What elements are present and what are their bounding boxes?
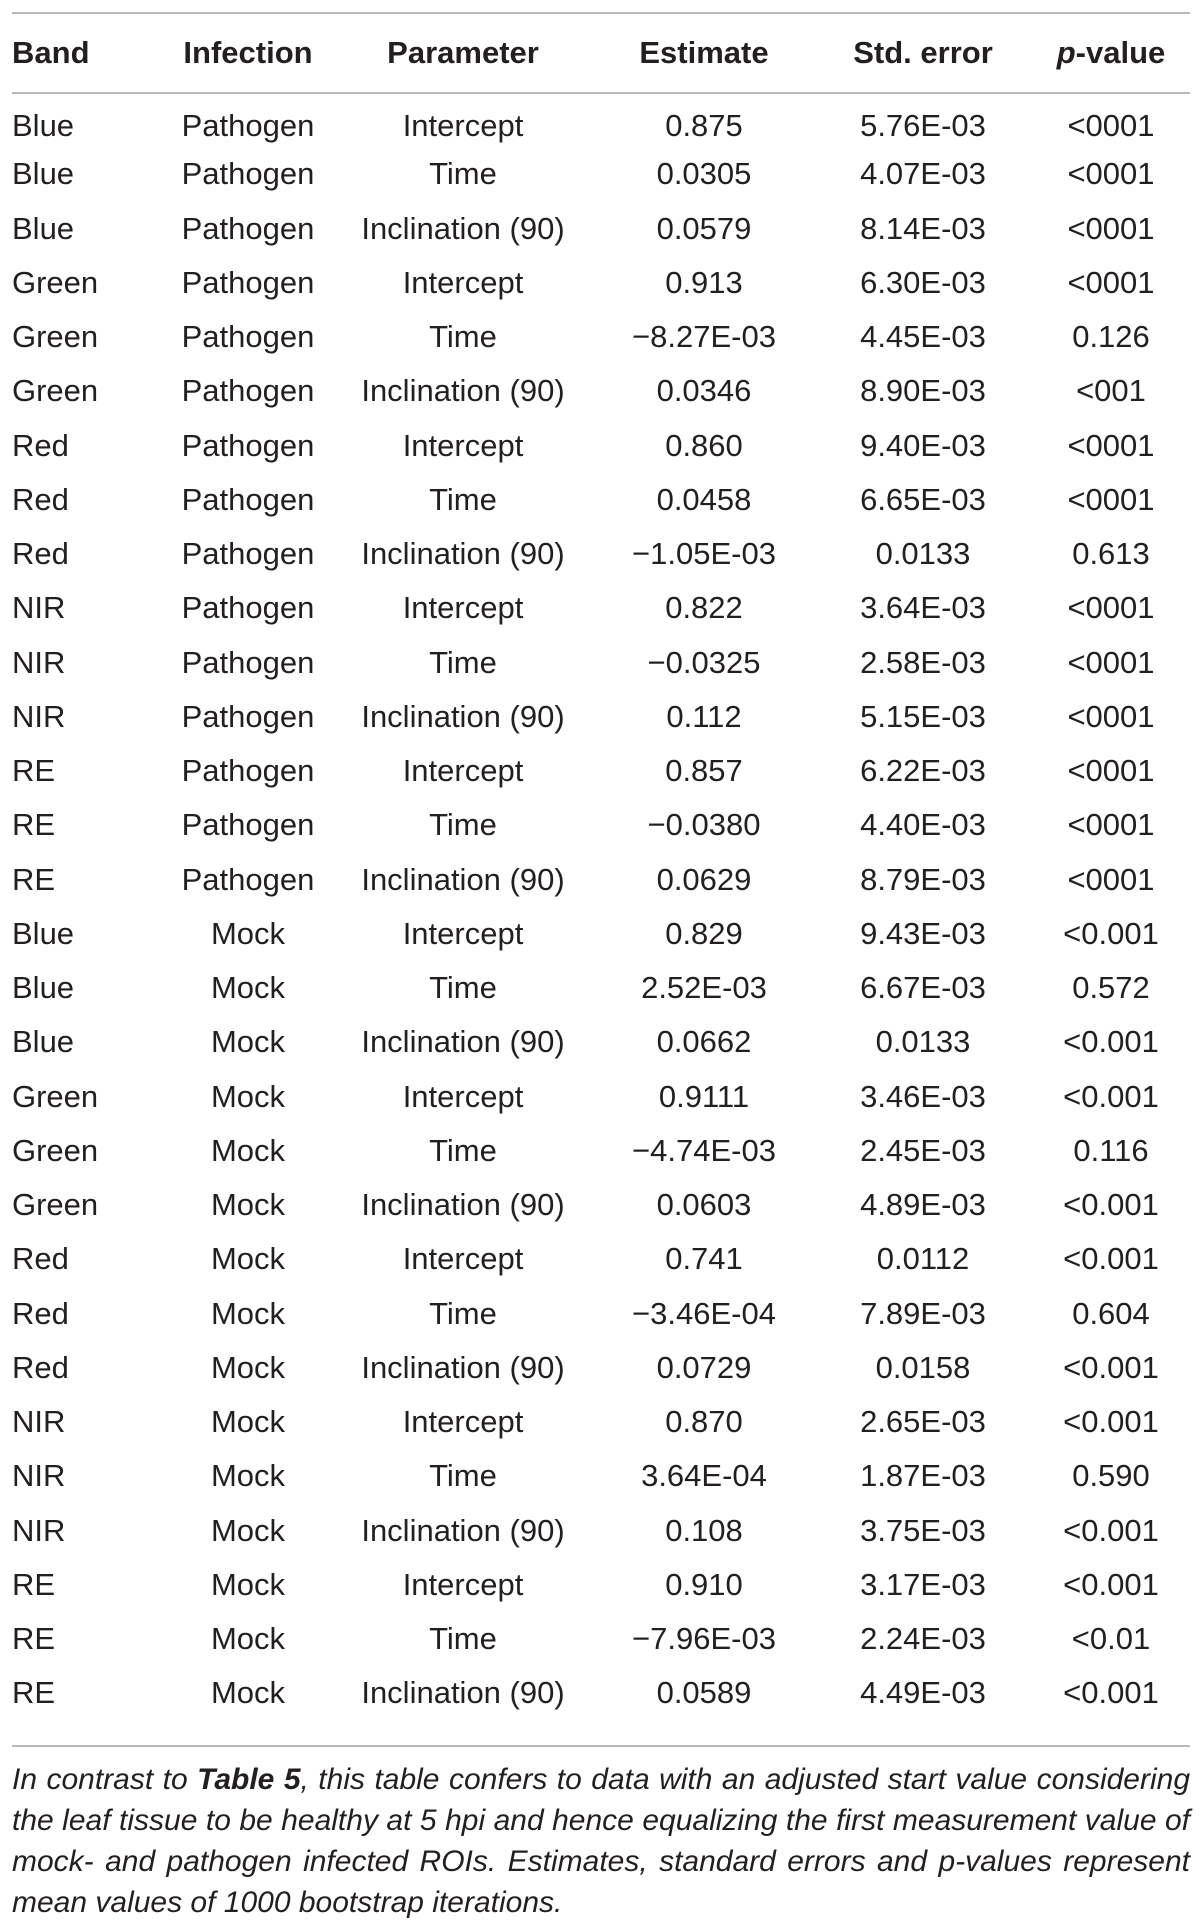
cell-std-error: 4.89E-03 (860, 1187, 986, 1223)
header-p-value-suffix: -value (1075, 35, 1166, 70)
cell-estimate: 0.112 (666, 698, 742, 734)
table-row (12, 690, 1190, 744)
cell-p-value: 0.604 (1072, 1295, 1150, 1331)
cell-infection: Pathogen (181, 698, 315, 734)
cell-infection: Pathogen (181, 319, 315, 355)
cell-p-value: <0.001 (1063, 1187, 1159, 1223)
cell-std-error: 9.43E-03 (860, 915, 986, 951)
cell-infection: Pathogen (181, 156, 315, 192)
cell-p-value: <0001 (1067, 427, 1155, 463)
cell-band: Blue (12, 210, 75, 246)
cell-infection: Mock (210, 1512, 286, 1548)
cell-estimate: 0.875 (665, 107, 743, 143)
cell-std-error: 3.46E-03 (860, 1078, 986, 1114)
cell-band: RE (12, 861, 56, 897)
cell-infection: Mock (210, 1132, 286, 1168)
cell-parameter: Time (429, 807, 497, 843)
cell-estimate: −3.46E-04 (632, 1295, 776, 1331)
cell-infection: Mock (210, 1024, 286, 1060)
table-row (12, 1666, 1190, 1720)
cell-p-value: <0.001 (1063, 1078, 1159, 1114)
cell-std-error: 6.30E-03 (860, 264, 986, 300)
cell-band: NIR (12, 1512, 66, 1548)
cell-std-error: 6.22E-03 (860, 753, 986, 789)
header-band: Band (12, 35, 90, 70)
table-row (12, 1395, 1190, 1449)
cell-estimate: 0.0629 (656, 861, 752, 897)
table-row (12, 147, 1190, 201)
cell-band: Green (12, 1132, 99, 1168)
cell-parameter: Time (429, 644, 497, 680)
cell-infection: Pathogen (181, 753, 315, 789)
cell-p-value: <0001 (1067, 753, 1155, 789)
cell-infection: Mock (210, 1675, 286, 1711)
cell-infection: Mock (210, 1078, 286, 1114)
table-row (12, 744, 1190, 798)
cell-infection: Mock (210, 915, 286, 951)
cell-estimate: 0.108 (665, 1512, 743, 1548)
cell-infection: Mock (210, 1458, 286, 1494)
cell-p-value: <001 (1076, 373, 1146, 409)
cell-estimate: 0.0458 (656, 481, 752, 517)
cell-p-value: <0001 (1067, 210, 1155, 246)
cell-band: Green (12, 264, 99, 300)
table-row (12, 1287, 1190, 1341)
cell-std-error: 4.45E-03 (860, 319, 986, 355)
cell-p-value: <0001 (1067, 644, 1155, 680)
cell-p-value: <0.001 (1063, 1024, 1159, 1060)
cell-estimate: 0.829 (665, 915, 743, 951)
cell-p-value: <0001 (1067, 861, 1155, 897)
cell-std-error: 6.67E-03 (860, 970, 986, 1006)
cell-p-value: <0.01 (1071, 1621, 1151, 1657)
table-row (12, 473, 1190, 527)
table-row (12, 1558, 1190, 1612)
footnote-prefix: In contrast to (12, 1763, 198, 1796)
header-p-value-italic: p (1056, 35, 1076, 70)
cell-estimate: 0.0346 (656, 373, 752, 409)
cell-p-value: 0.126 (1072, 319, 1150, 355)
cell-estimate: −0.0325 (647, 644, 761, 680)
cell-std-error: 2.65E-03 (860, 1404, 986, 1440)
cell-infection: Mock (210, 1566, 286, 1602)
cell-parameter: Time (429, 970, 497, 1006)
cell-std-error: 9.40E-03 (860, 427, 986, 463)
cell-p-value: 0.572 (1072, 970, 1150, 1006)
cell-parameter: Inclination (90) (361, 1349, 565, 1385)
cell-std-error: 0.0133 (875, 1024, 971, 1060)
cell-p-value: <0.001 (1063, 1349, 1159, 1385)
cell-infection: Pathogen (181, 373, 315, 409)
cell-std-error: 3.17E-03 (860, 1566, 986, 1602)
cell-infection: Mock (210, 1621, 286, 1657)
cell-infection: Pathogen (181, 590, 315, 626)
cell-band: Blue (12, 915, 75, 951)
cell-std-error: 8.90E-03 (860, 373, 986, 409)
cell-parameter: Intercept (402, 753, 524, 789)
table-row (12, 1449, 1190, 1503)
cell-parameter: Inclination (90) (361, 373, 565, 409)
cell-p-value: <0.001 (1063, 1675, 1159, 1711)
cell-band: Green (12, 1078, 99, 1114)
table-row (12, 1015, 1190, 1069)
cell-p-value: 0.116 (1073, 1132, 1149, 1168)
table-row (12, 1232, 1190, 1286)
cell-std-error: 8.14E-03 (860, 210, 986, 246)
cell-infection: Mock (210, 1349, 286, 1385)
table-row (12, 853, 1190, 907)
cell-estimate: 0.0603 (656, 1187, 752, 1223)
cell-std-error: 0.0112 (876, 1241, 970, 1277)
cell-parameter: Inclination (90) (361, 698, 565, 734)
cell-p-value: <0.001 (1063, 1512, 1159, 1548)
cell-parameter: Time (429, 1132, 497, 1168)
table-row (12, 310, 1190, 364)
cell-infection: Pathogen (181, 427, 315, 463)
table-row (12, 1612, 1190, 1666)
cell-estimate: 0.860 (665, 427, 743, 463)
cell-band: RE (12, 807, 56, 843)
cell-p-value: <0001 (1067, 590, 1155, 626)
cell-estimate: 0.870 (665, 1404, 743, 1440)
cell-band: Green (12, 373, 99, 409)
cell-infection: Mock (210, 1295, 286, 1331)
cell-std-error: 2.24E-03 (860, 1621, 986, 1657)
footnote-table-ref: Table 5 (197, 1763, 301, 1796)
cell-infection: Mock (210, 1241, 286, 1277)
table-row (12, 256, 1190, 310)
table-row (12, 636, 1190, 690)
cell-parameter: Inclination (90) (361, 1024, 565, 1060)
cell-parameter: Intercept (402, 1241, 524, 1277)
cell-parameter: Inclination (90) (361, 861, 565, 897)
cell-band: Red (12, 427, 69, 463)
cell-estimate: −7.96E-03 (632, 1621, 776, 1657)
header-row (12, 13, 1190, 93)
cell-estimate: 2.52E-03 (641, 970, 767, 1006)
cell-estimate: −1.05E-03 (632, 536, 776, 572)
cell-band: Blue (12, 107, 75, 143)
cell-estimate: −0.0380 (647, 807, 761, 843)
table-row (12, 581, 1190, 635)
header-std-error: Std. error (853, 35, 993, 70)
cell-infection: Pathogen (181, 807, 315, 843)
cell-band: RE (12, 1566, 56, 1602)
table-row (12, 93, 1190, 147)
cell-band: RE (12, 1675, 56, 1711)
cell-parameter: Intercept (402, 1078, 524, 1114)
cell-estimate: −4.74E-03 (632, 1132, 776, 1168)
cell-infection: Pathogen (181, 107, 315, 143)
cell-parameter: Inclination (90) (361, 1512, 565, 1548)
cell-estimate: 0.0589 (656, 1675, 752, 1711)
cell-p-value: 0.590 (1072, 1458, 1150, 1494)
cell-p-value: <0001 (1067, 807, 1155, 843)
cell-p-value: <0.001 (1063, 1241, 1159, 1277)
cell-estimate: 0.0662 (656, 1024, 752, 1060)
cell-parameter: Inclination (90) (361, 536, 565, 572)
cell-p-value: <0.001 (1063, 915, 1159, 951)
cell-band: NIR (12, 1458, 66, 1494)
cell-std-error: 2.45E-03 (860, 1132, 986, 1168)
cell-band: Red (12, 1241, 69, 1277)
cell-band: Red (12, 1295, 69, 1331)
cell-estimate: 0.822 (665, 590, 743, 626)
cell-parameter: Intercept (402, 1404, 524, 1440)
cell-parameter: Time (429, 1458, 497, 1494)
table-body (12, 93, 1190, 1721)
cell-parameter: Inclination (90) (361, 210, 565, 246)
cell-p-value: 0.613 (1072, 536, 1150, 572)
cell-std-error: 8.79E-03 (860, 861, 986, 897)
header-parameter: Parameter (387, 35, 539, 70)
header-estimate: Estimate (639, 35, 769, 70)
table-row (12, 202, 1190, 256)
cell-parameter: Intercept (402, 264, 524, 300)
cell-infection: Mock (210, 1404, 286, 1440)
cell-std-error: 5.15E-03 (860, 698, 986, 734)
table-footnote (12, 1745, 1190, 1923)
cell-infection: Mock (210, 1187, 286, 1223)
cell-p-value: <0001 (1067, 107, 1155, 143)
cell-parameter: Intercept (402, 107, 524, 143)
cell-std-error: 3.64E-03 (860, 590, 986, 626)
cell-parameter: Intercept (402, 915, 524, 951)
table-row (12, 1070, 1190, 1124)
cell-p-value: <0.001 (1063, 1404, 1159, 1440)
cell-parameter: Time (429, 156, 497, 192)
results-table (12, 12, 1190, 1721)
table-row (12, 1341, 1190, 1395)
cell-estimate: 0.913 (665, 264, 743, 300)
table-row (12, 527, 1190, 581)
cell-infection: Pathogen (181, 481, 315, 517)
cell-infection: Pathogen (181, 861, 315, 897)
cell-band: NIR (12, 644, 66, 680)
cell-infection: Pathogen (181, 210, 315, 246)
table-header (12, 13, 1190, 93)
cell-estimate: 0.857 (665, 753, 743, 789)
footnote-suffix: , this table confers to data with an adjusted start value considering the leaf tissue to be healthy at 5 hpi and hence equalizing the first measurement value of mock- and pathogen infected ROIs. Estimates, standard errors and p-values represent mean values of 1000 bootstrap iterations. (12, 1763, 1190, 1919)
cell-p-value: <0001 (1067, 698, 1155, 734)
cell-parameter: Inclination (90) (361, 1675, 565, 1711)
cell-band: NIR (12, 698, 66, 734)
cell-band: RE (12, 753, 56, 789)
cell-infection: Mock (210, 970, 286, 1006)
table-row (12, 798, 1190, 852)
cell-estimate: 3.64E-04 (641, 1458, 767, 1494)
cell-parameter: Inclination (90) (361, 1187, 565, 1223)
cell-band: Blue (12, 156, 75, 192)
cell-infection: Pathogen (181, 644, 315, 680)
cell-std-error: 4.49E-03 (860, 1675, 986, 1711)
cell-band: Green (12, 1187, 99, 1223)
cell-std-error: 4.07E-03 (860, 156, 986, 192)
cell-std-error: 0.0158 (875, 1349, 971, 1385)
table-row (12, 1504, 1190, 1558)
header-infection: Infection (183, 35, 313, 70)
cell-std-error: 2.58E-03 (860, 644, 986, 680)
table-row (12, 1178, 1190, 1232)
cell-band: Red (12, 1349, 69, 1385)
cell-band: Red (12, 481, 69, 517)
cell-std-error: 7.89E-03 (860, 1295, 986, 1331)
cell-std-error: 3.75E-03 (860, 1512, 986, 1548)
cell-std-error: 5.76E-03 (860, 107, 986, 143)
table-row (12, 419, 1190, 473)
table-row (12, 907, 1190, 961)
cell-band: RE (12, 1621, 56, 1657)
cell-parameter: Time (429, 1621, 497, 1657)
table-row (12, 1124, 1190, 1178)
cell-parameter: Intercept (402, 1566, 524, 1602)
cell-parameter: Time (429, 319, 497, 355)
cell-std-error: 6.65E-03 (860, 481, 986, 517)
cell-band: NIR (12, 1404, 66, 1440)
cell-band: NIR (12, 590, 66, 626)
cell-p-value: <0.001 (1063, 1566, 1159, 1602)
cell-estimate: 0.0579 (656, 210, 752, 246)
cell-infection: Pathogen (181, 264, 315, 300)
cell-parameter: Intercept (402, 427, 524, 463)
cell-band: Blue (12, 970, 75, 1006)
cell-estimate: 0.741 (665, 1241, 743, 1277)
cell-std-error: 1.87E-03 (860, 1458, 986, 1494)
cell-estimate: 0.910 (665, 1566, 743, 1602)
table-row (12, 364, 1190, 418)
table-row (12, 961, 1190, 1015)
cell-estimate: −8.27E-03 (632, 319, 776, 355)
cell-band: Green (12, 319, 99, 355)
cell-parameter: Intercept (402, 590, 524, 626)
header-p-value (1032, 13, 1190, 93)
cell-p-value: <0001 (1067, 156, 1155, 192)
cell-p-value: <0001 (1067, 481, 1155, 517)
cell-band: Blue (12, 1024, 75, 1060)
cell-p-value: <0001 (1067, 264, 1155, 300)
cell-infection: Pathogen (181, 536, 315, 572)
cell-estimate: 0.0305 (656, 156, 752, 192)
cell-std-error: 4.40E-03 (860, 807, 986, 843)
cell-std-error: 0.0133 (875, 536, 971, 572)
cell-estimate: 0.0729 (656, 1349, 752, 1385)
cell-parameter: Time (429, 1295, 497, 1331)
cell-parameter: Time (429, 481, 497, 517)
cell-band: Red (12, 536, 69, 572)
cell-estimate: 0.9111 (658, 1078, 750, 1114)
